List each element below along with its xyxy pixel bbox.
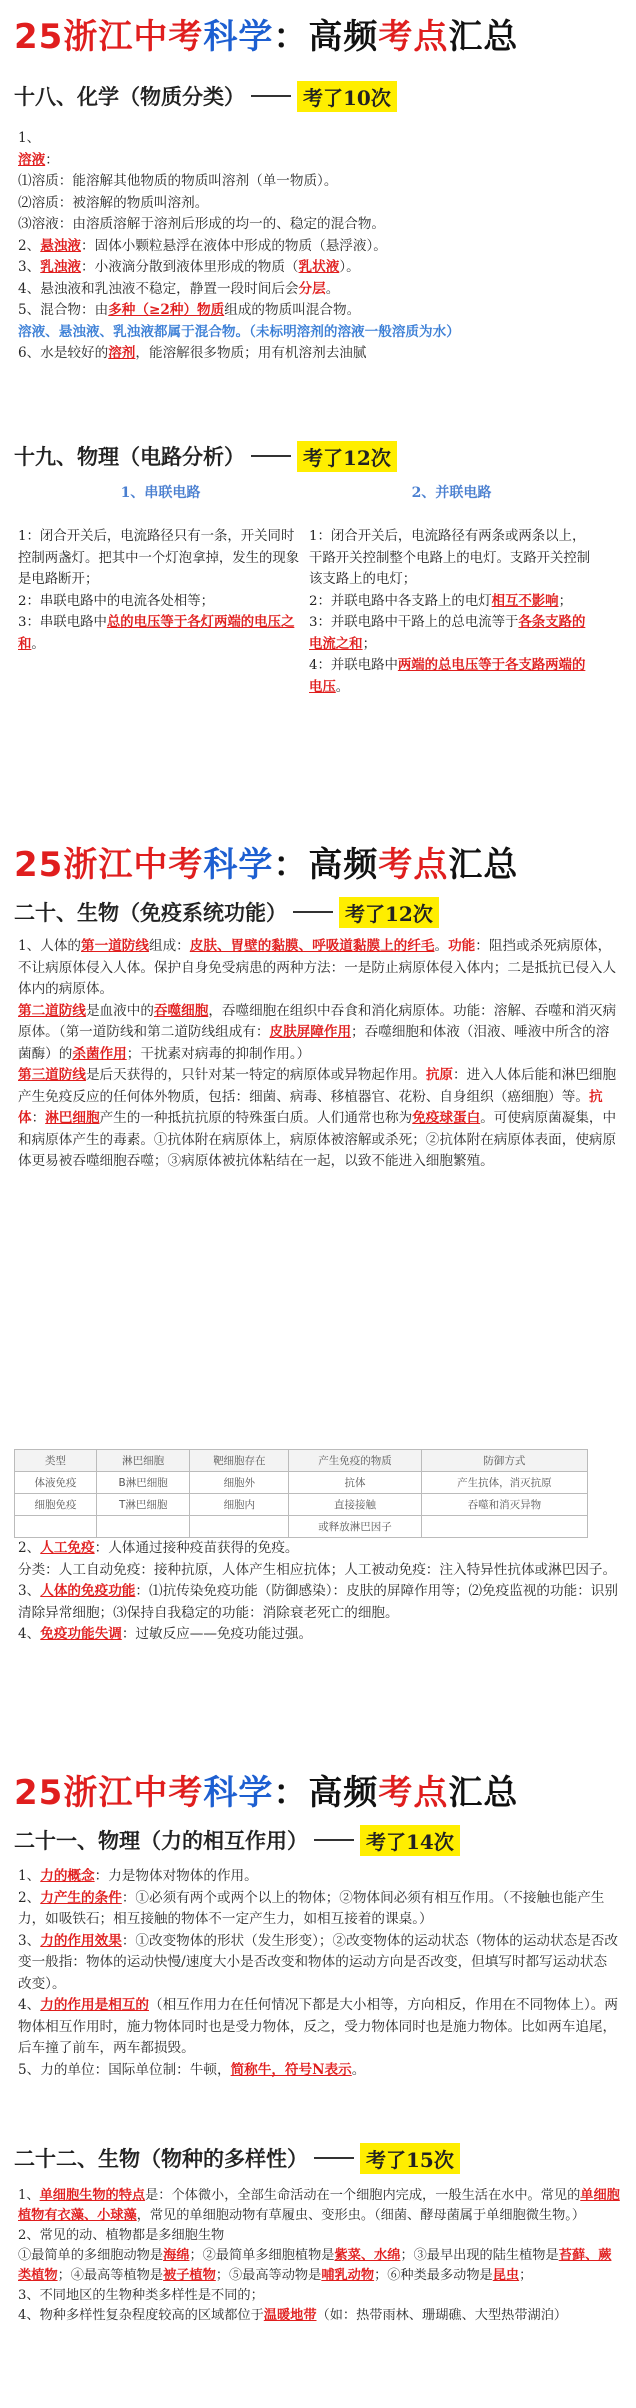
banner-huizong: 汇总 — [448, 16, 519, 57]
term-antigen: 抗原 — [425, 1067, 453, 1083]
text: 3：并联电路中干路上的总电流等于 — [309, 615, 519, 630]
exam-count-badge: 考了12次 — [297, 441, 397, 472]
exam-count-badge: 考了12次 — [339, 897, 439, 928]
term-voltage-sum: 总的电压等于各灯两端的电压之和 — [18, 614, 295, 652]
s22-t5 — [18, 2306, 620, 2326]
colon: ： — [45, 151, 59, 168]
series-circuit-heading: 1、串联电路 — [120, 485, 201, 501]
table-cell — [15, 1516, 97, 1538]
s20-q3 — [18, 1581, 620, 1624]
table-header-row — [15, 1450, 588, 1472]
num: 1、 — [18, 2188, 40, 2203]
num: 4、 — [18, 1997, 41, 2013]
table-cell — [421, 1516, 587, 1538]
banner-huizong: 汇总 — [448, 1772, 519, 1813]
s18-line-0: 1、 — [18, 130, 41, 146]
term-voltage-equal: 两端的总电压等于各支路两端的电压 — [309, 657, 586, 695]
banner-zhongkao: 中考 — [133, 1772, 204, 1813]
section-title-text: 二十、生物（免疫系统功能） — [14, 900, 287, 925]
text: 2：并联电路中各支路上的电灯 — [309, 593, 492, 609]
banner-year: 25浙江 — [14, 16, 134, 57]
s21-r1 — [18, 1866, 620, 1888]
title-dash — [251, 95, 291, 97]
s22-t3 — [18, 2246, 620, 2286]
text: ；②最简单多细胞植物是 — [189, 2248, 335, 2263]
term-multiple: 多种（≥2种）物质 — [108, 302, 225, 318]
text: ：①必须有两个或两个以上的物体；②物体间必须有相互作用。（不接触也能产生力，如吸铁石；相互接触的物体不一定产生力，如相互接着的课桌。） — [18, 1889, 605, 1927]
text: ：⑴抗传染免疫功能（防御感染）：皮肤的屏障作用等；⑵免疫监视的功能：识别清除异常细胞；⑶保持自我稳定的功能：消除衰老死亡的细胞。 — [18, 1583, 618, 1621]
parallel-point-3 — [309, 612, 594, 655]
term-independent: 相互不影响 — [491, 592, 559, 609]
series-circuit-column — [18, 478, 303, 698]
term-layer: 分层 — [298, 280, 326, 297]
text: ①最简单的多细胞动物是 — [18, 2248, 164, 2263]
s18-line-4: ⑶溶液：由溶质溶解于溶剂后形成的均一的、稳定的混合物。 — [18, 216, 386, 232]
s18-line-3: ⑵溶质：被溶解的物质叫溶剂。 — [18, 194, 209, 211]
section-22-title — [0, 2140, 616, 2176]
term-current-sum: 各条支路的电流之和 — [309, 614, 586, 652]
text: ，常见的单细胞动物有草履虫、变形虫。（细菌、酵母菌属于单细胞微生物。） — [136, 2208, 586, 2223]
blue-note: （未标明溶剂的溶液一般溶质为水） — [249, 323, 460, 340]
term-third-line: 第三道防线 — [18, 1067, 86, 1083]
text: 。 — [434, 938, 449, 954]
section-20-title — [0, 894, 616, 930]
exam-count-badge: 考了14次 — [360, 1825, 460, 1856]
banner-year: 25浙江 — [14, 844, 134, 885]
term-insect: 昆虫 — [492, 2268, 520, 2283]
table-cell: 或释放淋巴因子 — [289, 1516, 422, 1538]
table-cell: B淋巴细胞 — [96, 1472, 190, 1494]
parallel-point-1: 1：闭合开关后，电流路径有两条或两条以上，干路开关控制整个电路上的电灯。支路开关控制该支路上的电灯； — [309, 529, 591, 587]
term-solvent: 溶剂 — [108, 345, 136, 361]
s18-line-6 — [18, 257, 620, 279]
parallel-circuit-heading: 2、并联电路 — [411, 485, 492, 501]
banner-kexue: 科学 — [203, 1772, 274, 1813]
text: （如：热带雨林、珊瑚礁、大型热带湖泊） — [316, 2308, 568, 2323]
text: （相互作用力在任何情况下都是大小相等，方向相反，作用在不同物体上）。两物体相互作用时，施力物体同时也是受力物体，反之，受力物体同时也是施力物体。比如两车追尾，后车撞了前车，两车都损毁。 — [18, 1997, 618, 2056]
section-20-body-2 — [0, 1538, 636, 1646]
term-force-concept: 力的概念 — [40, 1868, 95, 1884]
table-row — [15, 1494, 588, 1516]
text: ； — [362, 636, 376, 652]
text: ； — [558, 593, 572, 609]
text: ，能溶解很多物质；用有机溶剂去油腻 — [135, 345, 367, 361]
text: ； — [519, 2268, 533, 2283]
banner-kexue: 科学 — [203, 16, 274, 57]
s18-line-10 — [18, 343, 620, 365]
num: 4、 — [18, 1626, 41, 1642]
series-point-1: 1：闭合开关后，电流路径只有一条，开关同时控制两盏灯。把其中一个灯泡拿掉，发生的现象是电路断开； — [18, 529, 300, 587]
text: ：过敏反应——免疫功能过强。 — [121, 1626, 313, 1642]
section-title-text: 十九、物理（电路分析） — [14, 444, 245, 469]
text: 1、人体的 — [18, 938, 82, 954]
table-cell: 直接接触 — [289, 1494, 422, 1516]
num: 2、 — [18, 237, 41, 254]
banner-gaopin: ：高频 — [273, 1772, 379, 1813]
banner-gaopin: ：高频 — [273, 16, 379, 57]
term-solution: 溶液 — [18, 151, 46, 168]
term-immunoglobulin: 免疫球蛋白 — [412, 1110, 481, 1126]
table-cell: 类型 — [15, 1450, 97, 1472]
text: ，吞噬细胞在组织中吞食和消化病原体。功能：溶解、吞噬和消灭病原体。（第一道防线和第二道防线组成有： — [18, 1002, 617, 1040]
text: ；④最高等植物是 — [57, 2268, 164, 2283]
section-18-title — [0, 78, 616, 114]
banner-kaodian: 考点 — [378, 844, 449, 885]
term-skin-barrier: 皮肤屏障作用 — [269, 1024, 352, 1040]
title-dash — [293, 911, 333, 913]
banner-kaodian: 考点 — [378, 1772, 449, 1813]
banner-kexue: 科学 — [203, 844, 274, 885]
s20-q2 — [18, 1538, 620, 1560]
term-sponge: 海绵 — [163, 2248, 190, 2263]
term-seaweed: 紫菜、水绵 — [334, 2248, 401, 2263]
term-phagocyte: 吞噬细胞 — [153, 1002, 209, 1019]
text: 是：个体微小，全部生命活动在一个细胞内完成，一般生活在水中。常见的 — [145, 2188, 581, 2203]
banner-header — [0, 4, 616, 62]
num: 1、 — [18, 1868, 41, 1884]
text: 5、混合物：由 — [18, 302, 109, 318]
term-newton: 简称牛，符号N表示 — [230, 2061, 352, 2078]
text: 4、悬浊液和乳浊液不稳定，静置一段时间后会 — [18, 280, 299, 297]
s18-line-1 — [18, 150, 620, 172]
num: 3、 — [18, 1932, 41, 1949]
text: 组成的物质叫混合物。 — [224, 302, 361, 318]
section-21-title — [0, 1822, 616, 1858]
series-point-2: 2：串联电路中的电流各处相等； — [18, 593, 214, 609]
section-title-text: 十八、化学（物质分类） — [14, 84, 245, 109]
text: ：固体小颗粒悬浮在液体中形成的物质（悬浮液）。 — [81, 237, 387, 254]
section-18-body — [0, 128, 636, 365]
table-row — [15, 1516, 588, 1538]
text: 。 — [31, 636, 45, 652]
text: ；③最早出现的陆生植物是 — [400, 2248, 559, 2263]
table-cell: T淋巴细胞 — [96, 1494, 190, 1516]
banner-zhongkao: 中考 — [133, 16, 204, 57]
exam-count-badge: 考了10次 — [297, 81, 397, 112]
section-20-body — [0, 936, 636, 1173]
banner-kaodian: 考点 — [378, 16, 449, 57]
num: 3、 — [18, 1583, 41, 1599]
text: 。 — [335, 679, 350, 695]
table-row — [15, 1472, 588, 1494]
table-cell — [96, 1516, 190, 1538]
text: 产生的一种抵抗抗原的特殊蛋白质。人们通常也称为 — [99, 1110, 413, 1126]
term-second-line: 第二道防线 — [18, 1002, 86, 1019]
text: 是血液中的 — [85, 1002, 154, 1019]
immunity-table — [14, 1449, 588, 1538]
banner-header — [0, 832, 616, 890]
s22-t2: 2、常见的动、植物都是多细胞生物 — [18, 2228, 225, 2243]
text: 。可使病原菌凝集，中和病原体产生的毒素。①抗体附在病原体上，病原体被溶解或杀死；②抗体附在病原体表面，使病原体更易被吞噬细胞吞噬；③病原体被抗体粘结在一起，以致不能进入细胞繁殖。 — [18, 1110, 617, 1169]
num: 3、 — [18, 259, 41, 275]
section-22-body — [0, 2186, 636, 2326]
text: ：小液滴分散到液体里形成的物质（ — [81, 259, 299, 275]
term-antibody: 抗体 — [18, 1088, 603, 1126]
text: 4：并联电路中 — [309, 658, 398, 673]
text: 。 — [325, 280, 340, 297]
banner-header — [0, 1760, 616, 1818]
term-first-line: 第一道防线 — [81, 938, 149, 954]
s18-line-9 — [18, 322, 620, 344]
s20-para-1 — [18, 936, 620, 1001]
s20-para-2 — [18, 1001, 620, 1066]
text: ：①改变物体的形状（发生形变）；②改变物体的运动状态（物体的运动状态是否改变一般指：物体的运动快慢/速度大小是否改变和物体的运动方向是否改变，但填写时都写运动状态改变）。 — [18, 1932, 618, 1992]
term-artificial-immunity: 人工免疫 — [40, 1540, 95, 1556]
table-cell — [190, 1516, 289, 1538]
title-dash — [314, 1839, 354, 1841]
term-function: 功能 — [448, 938, 476, 954]
s21-r5 — [18, 2060, 620, 2082]
term-mutual-force: 力的作用是相互的 — [40, 1997, 149, 2013]
s18-line-8 — [18, 300, 620, 322]
term-mammal: 哺乳动物 — [321, 2268, 375, 2283]
text: 6、水是较好的 — [18, 345, 109, 361]
text: ）。 — [339, 259, 360, 275]
text: 。 — [351, 2061, 366, 2078]
title-dash — [314, 2157, 354, 2159]
text: 是后天获得的，只针对某一特定的病原体或异物起作用。 — [85, 1067, 426, 1083]
table-cell: 细胞内 — [190, 1494, 289, 1516]
table-cell: 产生抗体，消灭抗原 — [421, 1472, 587, 1494]
parallel-point-2 — [309, 591, 594, 613]
s21-r3 — [18, 1931, 620, 1996]
text: ：力是物体对物体的作用。 — [94, 1868, 258, 1884]
text: 3：串联电路中 — [18, 615, 107, 630]
s20-q2-detail: 分类：人工自动免疫：接种抗原，人体产生相应抗体；人工被动免疫：注入特异性抗体或淋巴因子。 — [18, 1561, 617, 1578]
text: 5、力的单位：国际单位制：牛顿， — [18, 2061, 231, 2078]
exam-count-badge: 考了15次 — [360, 2143, 460, 2174]
term-immune-function: 人体的免疫功能 — [40, 1583, 136, 1599]
table-cell: 产生免疫的物质 — [289, 1450, 422, 1472]
term-milky: 乳状液 — [298, 259, 340, 275]
banner-huizong: 汇总 — [448, 844, 519, 885]
term-moss: 苔藓、蕨类植物 — [18, 2248, 612, 2283]
text: ：进入人体后能和淋巴细胞产生免疫反应的任何体外物质，包括：细菌、病毒、移植器官、花粉、自身组织（癌细胞）等。 — [18, 1067, 617, 1105]
text: ；干扰素对病毒的抑制作用。） — [126, 1045, 311, 1062]
table-cell: 防御方式 — [421, 1450, 587, 1472]
table-cell: 体液免疫 — [15, 1472, 97, 1494]
text: ：人体通过接种疫苗获得的免疫。 — [94, 1540, 299, 1556]
s21-r2 — [18, 1888, 620, 1931]
section-title-text: 二十一、物理（力的相互作用） — [14, 1828, 308, 1853]
term-force-condition: 力产生的条件 — [40, 1889, 122, 1906]
table-cell: 细胞免疫 — [15, 1494, 97, 1516]
term-skin: 皮肤、胃壁的黏膜、呼吸道黏膜上的纤毛 — [189, 938, 435, 954]
blue-note: 溶液、悬浊液、乳浊液都属于混合物。 — [18, 323, 250, 340]
s22-t1 — [18, 2186, 620, 2226]
s18-line-7 — [18, 279, 620, 301]
term-unicellular: 单细胞生物的特点 — [39, 2188, 146, 2203]
term-suspension: 悬浊液 — [40, 237, 82, 254]
term-lymphocyte: 淋巴细胞 — [45, 1110, 100, 1126]
num: 2、 — [18, 1540, 41, 1556]
section-19-title — [0, 438, 616, 474]
s20-para-3 — [18, 1065, 620, 1173]
s21-r4 — [18, 1995, 620, 2060]
section-21-body — [0, 1866, 636, 2081]
section-19-columns — [0, 478, 630, 698]
series-point-3 — [18, 612, 303, 655]
s22-t4: 3、不同地区的生物种类多样性是不同的； — [18, 2288, 264, 2303]
title-dash — [251, 455, 291, 457]
banner-zhongkao: 中考 — [133, 844, 204, 885]
parallel-circuit-column — [309, 478, 594, 698]
section-title-text: 二十二、生物（物种的多样性） — [14, 2146, 308, 2171]
banner-year: 25浙江 — [14, 1772, 134, 1813]
parallel-point-4 — [309, 655, 594, 698]
s20-q4 — [18, 1624, 620, 1646]
text: ；⑤最高等动物是 — [215, 2268, 322, 2283]
term-unicellular-plants: 单细胞植物有衣藻、小球藻 — [18, 2188, 620, 2223]
table-cell: 淋巴细胞 — [96, 1450, 190, 1472]
term-force-effect: 力的作用效果 — [40, 1932, 122, 1949]
banner-gaopin: ：高频 — [273, 844, 379, 885]
table-cell: 吞噬和消灭异物 — [421, 1494, 587, 1516]
table-cell: 靶细胞存在 — [190, 1450, 289, 1472]
term-emulsion: 乳浊液 — [40, 259, 82, 275]
term-angiosperm: 被子植物 — [163, 2268, 216, 2283]
num: 2、 — [18, 1889, 41, 1906]
table-cell: 抗体 — [289, 1472, 422, 1494]
s18-line-5 — [18, 236, 620, 258]
term-bactericidal: 杀菌作用 — [72, 1045, 127, 1062]
text: 组成： — [149, 938, 190, 954]
text: ；⑥种类最多动物是 — [374, 2268, 493, 2283]
table-cell: 细胞外 — [190, 1472, 289, 1494]
text: ： — [31, 1110, 46, 1126]
text: 4、物种多样性复杂程度较高的区域都位于 — [18, 2308, 264, 2323]
s18-line-2: ⑴溶质：能溶解其他物质的物质叫溶剂（单一物质）。 — [18, 173, 338, 189]
term-warm-zone: 温暖地带 — [263, 2308, 317, 2323]
text: ：阻挡或杀死病原体，不让病原体侵入人体。保护自身免受病患的两种方法：一是防止病原体侵入体内；二是抵抗已侵入人体内的病原体。 — [18, 938, 617, 997]
text: ；吞噬细胞和体液（泪液、唾液中所含的溶菌酶）的 — [18, 1024, 610, 1062]
term-immune-disorder: 免疫功能失调 — [40, 1626, 122, 1642]
